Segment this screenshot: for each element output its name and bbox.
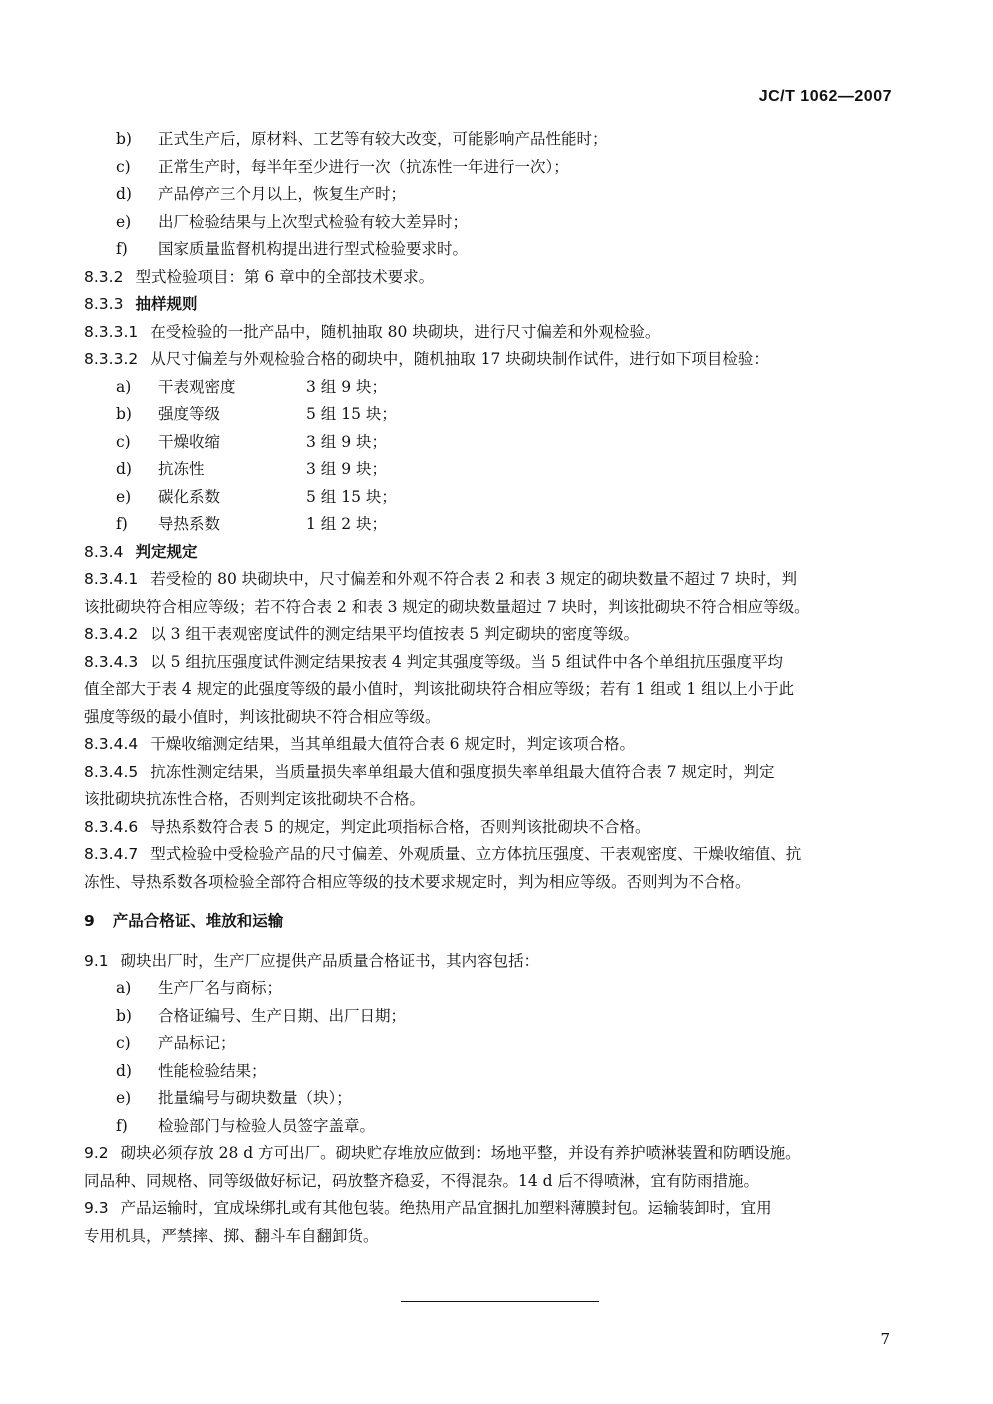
page-body: [84, 126, 914, 1250]
item-label: c): [116, 1034, 131, 1052]
clause-text: 抗冻性测定结果，当质量损失率单组最大值和强度损失率单组最大值符合表 7 规定时，判定: [150, 762, 775, 781]
test-quantity: 1 组 2 块；: [306, 515, 388, 533]
item-label: d): [116, 460, 132, 478]
item-label: d): [116, 185, 132, 203]
list-item: [84, 1003, 914, 1031]
clause-8-3-3: [84, 291, 914, 319]
clause-8-3-4-7: [84, 841, 914, 869]
clause-text: 型式检验中受检验产品的尺寸偏差、外观质量、立方体抗压强度、干表观密度、干燥收缩值、抗: [150, 845, 802, 863]
list-item: [84, 1113, 914, 1141]
sample-item: [84, 374, 914, 402]
clause-number: 9.3: [84, 1199, 109, 1217]
chapter-9-heading: [84, 908, 914, 936]
chapter-number: 9: [84, 912, 95, 930]
clause-number: 8.3.3.1: [84, 322, 139, 341]
sample-item: [84, 401, 914, 429]
test-name: 强度等级: [158, 405, 221, 423]
item-text: 生产厂名与商标；: [158, 979, 283, 997]
clause-text: 若受检的 80 块砌块中，尺寸偏差和外观不符合表 2 和表 3 规定的砌块数量不超过 7 块时，判: [150, 570, 797, 588]
clause-text: 在受检验的一批产品中，随机抽取 80 块砌块，进行尺寸偏差和外观检验。: [150, 322, 661, 341]
clause-continuation: 强度等级的最小值时，判该批砌块不符合相应等级。: [84, 707, 441, 726]
item-label: f): [116, 1116, 128, 1135]
clause-continuation: 同品种、同规格、同等级做好标记，码放整齐稳妥，不得混杂。14 d 后不得喷淋，宜有防雨措施。: [84, 1171, 760, 1190]
clause-number: 8.3.4.3: [84, 652, 139, 671]
item-text: 产品停产三个月以上，恢复生产时；: [158, 185, 407, 203]
test-quantity: 3 组 9 块；: [306, 460, 388, 478]
clause-8-3-3-2: [84, 346, 914, 374]
list-item: [84, 209, 914, 237]
item-text: 性能检验结果；: [158, 1061, 267, 1080]
item-text: 正常生产时，每半年至少进行一次（抗冻性一年进行一次）；: [158, 157, 569, 176]
list-item: [84, 1085, 914, 1113]
clause-8-3-3-1: [84, 319, 914, 347]
page-number: 7: [880, 1330, 890, 1348]
item-label: c): [116, 432, 131, 451]
clause-number: 8.3.4.6: [84, 817, 139, 836]
clause-number: 8.3.4.2: [84, 625, 139, 643]
item-label: a): [116, 979, 132, 997]
item-text: 正式生产后，原材料、工艺等有较大改变，可能影响产品性能时；: [158, 130, 608, 148]
clause-text: 砌块必须存放 28 d 方可出厂。砌块贮存堆放应做到：场地平整，并设有养护喷淋装置和防晒设施。: [120, 1144, 801, 1162]
test-quantity: 3 组 9 块；: [306, 432, 388, 451]
clause-continuation: 值全部大于表 4 规定的此强度等级的最小值时，判该批砌块符合相应等级；若有 1 组或 1 组以上小于此: [84, 680, 795, 698]
item-text: 批量编号与砌块数量（块）；: [158, 1089, 352, 1107]
item-label: e): [116, 487, 132, 506]
test-name: 碳化系数: [158, 487, 221, 506]
item-text: 出厂检验结果与上次型式检验有较大差异时；: [158, 212, 469, 231]
list-item: [84, 181, 914, 209]
test-quantity: 3 组 9 块；: [306, 377, 388, 396]
item-label: d): [116, 1061, 132, 1080]
item-label: b): [116, 130, 132, 148]
clause-text: 产品运输时，宜成垛绑扎或有其他包装。绝热用产品宜捆扎加塑料薄膜封包。运输装卸时，宜用: [120, 1199, 772, 1217]
document-code: JC/T 1062—2007: [758, 88, 892, 105]
clause-number: 8.3.4.1: [84, 570, 139, 588]
clause-number: 9.1: [84, 951, 109, 970]
test-quantity: 5 组 15 块；: [306, 405, 397, 423]
clause-text: 从尺寸偏差与外观检验合格的砌块中，随机抽取 17 块砌块制作试件，进行如下项目检验：: [150, 350, 769, 368]
clause-8-3-4-3: [84, 649, 914, 677]
clause-9-3: [84, 1195, 914, 1223]
list-item: [84, 1058, 914, 1086]
clause-number: 8.3.3.2: [84, 350, 139, 368]
clause-number: 8.3.2: [84, 267, 124, 286]
test-name: 抗冻性: [158, 460, 205, 478]
clause-text: 型式检验项目：第 6 章中的全部技术要求。: [135, 267, 435, 286]
clause-continuation: 冻性、导热系数各项检验全部符合相应等级的技术要求规定时，判为相应等级。否则判为不合格。: [84, 872, 751, 891]
clause-number: 8.3.4.4: [84, 735, 139, 753]
clause-continuation: 该批砌块抗冻性合格，否则判定该批砌块不合格。: [84, 790, 426, 808]
test-name: 干燥收缩: [158, 432, 221, 451]
clause-continuation: 专用机具，严禁摔、掷、翻斗车自翻卸货。: [84, 1226, 379, 1245]
clause-8-3-4-2: [84, 621, 914, 649]
clause-8-3-4-5: [84, 759, 914, 787]
clause-number: 8.3.4: [84, 542, 124, 561]
end-rule: [401, 1301, 599, 1302]
clause-title: 抽样规则: [135, 295, 198, 313]
test-name: 导热系数: [158, 515, 221, 533]
item-label: b): [116, 405, 132, 423]
list-item: [84, 126, 914, 154]
clause-number: 8.3.3: [84, 295, 124, 313]
list-item: [84, 1030, 914, 1058]
chapter-title: 产品合格证、堆放和运输: [112, 912, 284, 930]
test-quantity: 5 组 15 块；: [306, 487, 397, 506]
item-label: e): [116, 212, 132, 231]
item-label: e): [116, 1089, 132, 1107]
item-text: 产品标记；: [158, 1034, 236, 1052]
clause-text: 干燥收缩测定结果，当其单组最大值符合表 6 规定时，判定该项合格。: [150, 735, 635, 753]
clause-number: 8.3.4.5: [84, 762, 139, 781]
test-name: 干表观密度: [158, 377, 236, 396]
clause-8-3-4-4: [84, 731, 914, 759]
item-label: f): [116, 515, 128, 533]
clause-text: 以 5 组抗压强度试件测定结果按表 4 判定其强度等级。当 5 组试件中各个单组抗压强度平均: [150, 652, 783, 671]
clause-text: 砌块出厂时，生产厂应提供产品质量合格证书，其内容包括：: [120, 951, 540, 970]
list-item: [84, 236, 914, 264]
clause-9-1: [84, 948, 914, 976]
item-text: 检验部门与检验人员签字盖章。: [158, 1116, 376, 1135]
clause-8-3-2: [84, 264, 914, 292]
item-label: f): [116, 240, 128, 258]
clause-9-2: [84, 1140, 914, 1168]
item-label: c): [116, 157, 131, 176]
item-label: b): [116, 1006, 132, 1025]
sample-item: [84, 511, 914, 539]
list-item: [84, 154, 914, 182]
clause-title: 判定规定: [135, 542, 198, 561]
clause-number: 9.2: [84, 1144, 109, 1162]
item-text: 国家质量监督机构提出进行型式检验要求时。: [158, 240, 469, 258]
list-item: [84, 975, 914, 1003]
clause-number: 8.3.4.7: [84, 845, 139, 863]
item-label: a): [116, 377, 132, 396]
clause-8-3-4: [84, 539, 914, 567]
clause-8-3-4-6: [84, 814, 914, 842]
clause-8-3-4-1: [84, 566, 914, 594]
clause-text: 以 3 组干表观密度试件的测定结果平均值按表 5 判定砌块的密度等级。: [150, 625, 640, 643]
clause-continuation: 该批砌块符合相应等级；若不符合表 2 和表 3 规定的砌块数量超过 7 块时，判该批砌块不符合相应等级。: [84, 597, 810, 616]
sample-item: [84, 456, 914, 484]
sample-item: [84, 429, 914, 457]
item-text: 合格证编号、生产日期、出厂日期；: [158, 1006, 407, 1025]
clause-text: 导热系数符合表 5 的规定，判定此项指标合格，否则判该批砌块不合格。: [150, 817, 651, 836]
sample-item: [84, 484, 914, 512]
